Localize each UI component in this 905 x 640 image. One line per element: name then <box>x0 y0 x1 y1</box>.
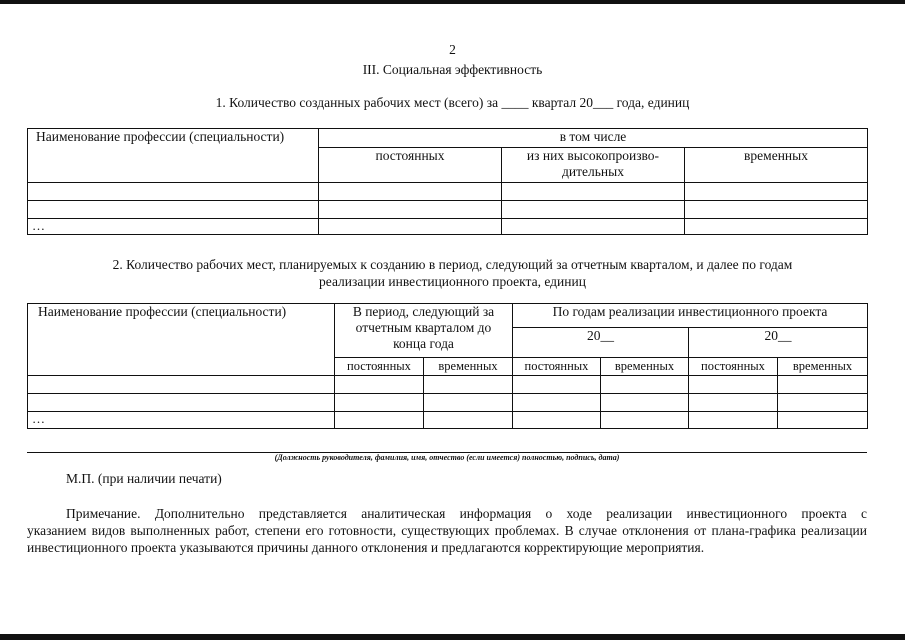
table-row <box>28 183 868 201</box>
col-permanent: постоянных <box>335 358 424 376</box>
col-profession: Наименование профессии (специальности) <box>28 304 335 376</box>
signature-caption: (Должность руководителя, фамилия, имя, отчество (если имеется) полностью, подпись, дата) <box>274 453 620 462</box>
table2-heading <box>0 256 905 290</box>
table-row <box>28 201 868 219</box>
col-permanent: постоянных <box>319 148 502 183</box>
scan-bottom-border <box>0 634 905 640</box>
table-header-row <box>28 129 868 148</box>
section-title: III. Социальная эффективность <box>362 62 543 77</box>
col-profession: Наименование профессии (специальности) <box>28 129 319 183</box>
ellipsis-cell: … <box>28 219 319 235</box>
table-row <box>28 219 868 235</box>
ellipsis-cell: … <box>28 412 335 429</box>
col-permanent: постоянных <box>689 358 778 376</box>
table2-heading-line1: 2. Количество рабочих мест, планируемых к созданию в период, следующий за отчетным кварталом, и далее по годам <box>112 257 793 272</box>
page-number: 2 <box>449 42 456 57</box>
col-group-including: в том числе <box>319 129 868 148</box>
note-rest: указанием видов выполненных работ, степени его готовности, существующих проблемах. В случае отклонения от плана-графика реализации инвестиционного проекта указываются причины данного отклонения и предлагаются корректирующие мероприятия. <box>27 523 867 555</box>
table-row <box>28 394 868 412</box>
table2-heading-line2: реализации инвестиционного проекта, единиц <box>319 274 586 289</box>
col-temporary: временных <box>601 358 689 376</box>
planned-jobs-table <box>27 303 868 429</box>
table-header-row <box>28 304 868 328</box>
table1-heading: 1. Количество созданных рабочих мест (всего) за ____ квартал 20___ года, единиц <box>215 95 690 110</box>
col-highproductive: из них высокопроизво-дительных <box>502 148 685 183</box>
table-row <box>28 412 868 429</box>
col-temporary: временных <box>424 358 513 376</box>
table-row <box>28 376 868 394</box>
col-year-1: 20__ <box>513 328 689 358</box>
stamp-text: М.П. (при наличии печати) <box>66 471 222 486</box>
col-temporary: временных <box>778 358 868 376</box>
col-year-2: 20__ <box>689 328 868 358</box>
scan-top-border <box>0 0 905 4</box>
note-paragraph <box>27 505 867 556</box>
note-line-1: Примечание. Дополнительно представляется аналитическая информация о ходе реализации инвестиционного проекта с <box>66 506 867 521</box>
created-jobs-table <box>27 128 868 235</box>
col-by-years: По годам реализации инвестиционного проекта <box>513 304 868 328</box>
col-next-period: В период, следующий за отчетным кварталом до конца года <box>335 304 513 358</box>
col-permanent: постоянных <box>513 358 601 376</box>
col-temporary: временных <box>685 148 868 183</box>
